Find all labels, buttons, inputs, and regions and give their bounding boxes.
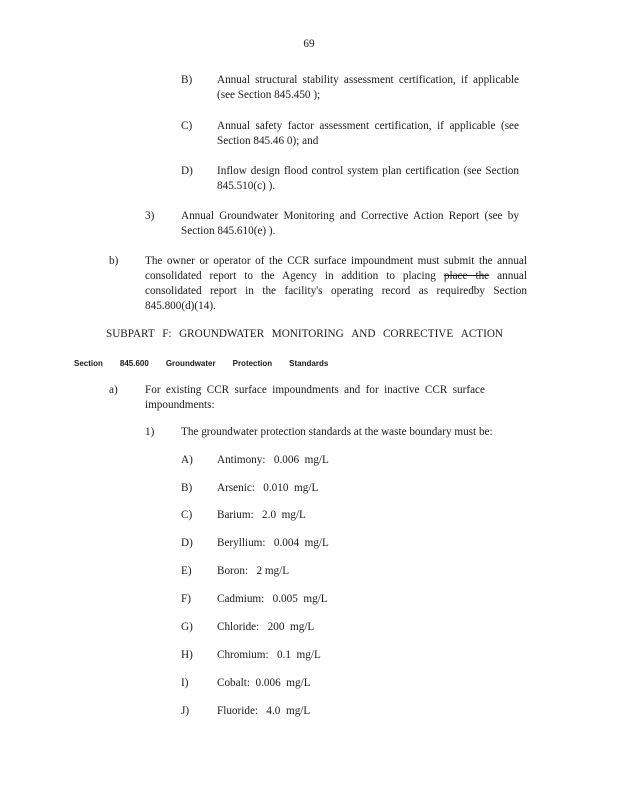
list-item-1-protection-standards (145, 425, 525, 440)
standard-value: Cobalt: 0.006 mg/L (217, 677, 311, 689)
heading-word: Standards (289, 359, 329, 368)
struck-text: place the (443, 270, 490, 282)
list-item-a-existing-impoundments (109, 383, 487, 413)
list-marker: A) (181, 454, 193, 466)
standard-value: Antimony: 0.006 mg/L (217, 454, 329, 466)
list-marker: H) (181, 649, 193, 661)
heading-word: GROUNDWATER (179, 328, 265, 340)
heading-word: MONITORING (271, 328, 344, 340)
heading-word: 845.600 (119, 359, 149, 368)
standard-value: Boron: 2 mg/L (217, 565, 290, 577)
text-segment: The owner or operator of the CCR surface impoundment must submit the annual consolidated report to the Agency in addition to placing (145, 255, 527, 282)
page-number: 69 (303, 38, 315, 50)
heading-word: ACTION (460, 328, 503, 340)
list-marker: a) (109, 384, 118, 396)
heading-word: AND (351, 328, 376, 340)
list-item-text: Annual safety factor assessment certification, if applicable (see Section 845.46 0); and (217, 120, 519, 147)
list-marker: B) (181, 74, 193, 86)
heading-word: SUBPART (106, 328, 155, 340)
list-marker: C) (181, 509, 193, 521)
standard-value: Chloride: 200 mg/L (217, 621, 315, 633)
standard-value: Fluoride: 4.0 mg/L (217, 705, 311, 717)
list-item-b-certification (181, 73, 521, 103)
list-marker: G) (181, 621, 193, 633)
list-marker: D) (181, 537, 193, 549)
list-marker: D) (181, 165, 193, 177)
list-marker: B) (181, 482, 193, 494)
heading-word: F: (162, 328, 172, 340)
heading-word: Groundwater (165, 359, 216, 368)
list-item-d-certification (181, 164, 521, 194)
list-item-text: The groundwater protection standards at the waste boundary must be: (181, 426, 493, 438)
list-marker: C) (181, 120, 193, 132)
list-marker: b) (109, 255, 119, 267)
standard-value: Beryllium: 0.004 mg/L (217, 537, 329, 549)
heading-word: Section (74, 359, 103, 368)
list-marker: J) (181, 705, 190, 717)
list-item-b-submission (109, 254, 527, 314)
list-marker: F) (181, 593, 191, 605)
list-item-text: For existing CCR surface impoundments and for inactive CCR surface impoundments: (145, 384, 485, 411)
text-segment: annual consolidated report in the facility's operating record as requiredby Section 845.800(d)(14). (145, 270, 527, 312)
list-marker: 3) (145, 210, 155, 222)
list-item-3-annual-report (145, 209, 521, 239)
standard-value: Barium: 2.0 mg/L (217, 509, 306, 521)
list-marker: E) (181, 565, 192, 577)
list-item-text: Inflow design flood control system plan certification (see Section 845.510(c) ). (217, 165, 519, 192)
list-marker: 1) (145, 426, 155, 438)
list-item-text (145, 254, 527, 314)
subpart-heading (106, 327, 503, 342)
section-heading (74, 356, 332, 371)
list-item-c-certification (181, 119, 521, 149)
list-marker: I) (181, 677, 189, 689)
standard-value: Chromium: 0.1 mg/L (217, 649, 321, 661)
heading-word: Protection (232, 359, 273, 368)
heading-word: CORRECTIVE (382, 328, 454, 340)
list-item-text: Annual structural stability assessment certification, if applicable (see Section 845.450 ); (217, 74, 519, 101)
standard-value: Arsenic: 0.010 mg/L (217, 482, 319, 494)
list-item-text: Annual Groundwater Monitoring and Corrective Action Report (see by Section 845.610(e) ). (181, 210, 519, 237)
standard-value: Cadmium: 0.005 mg/L (217, 593, 328, 605)
